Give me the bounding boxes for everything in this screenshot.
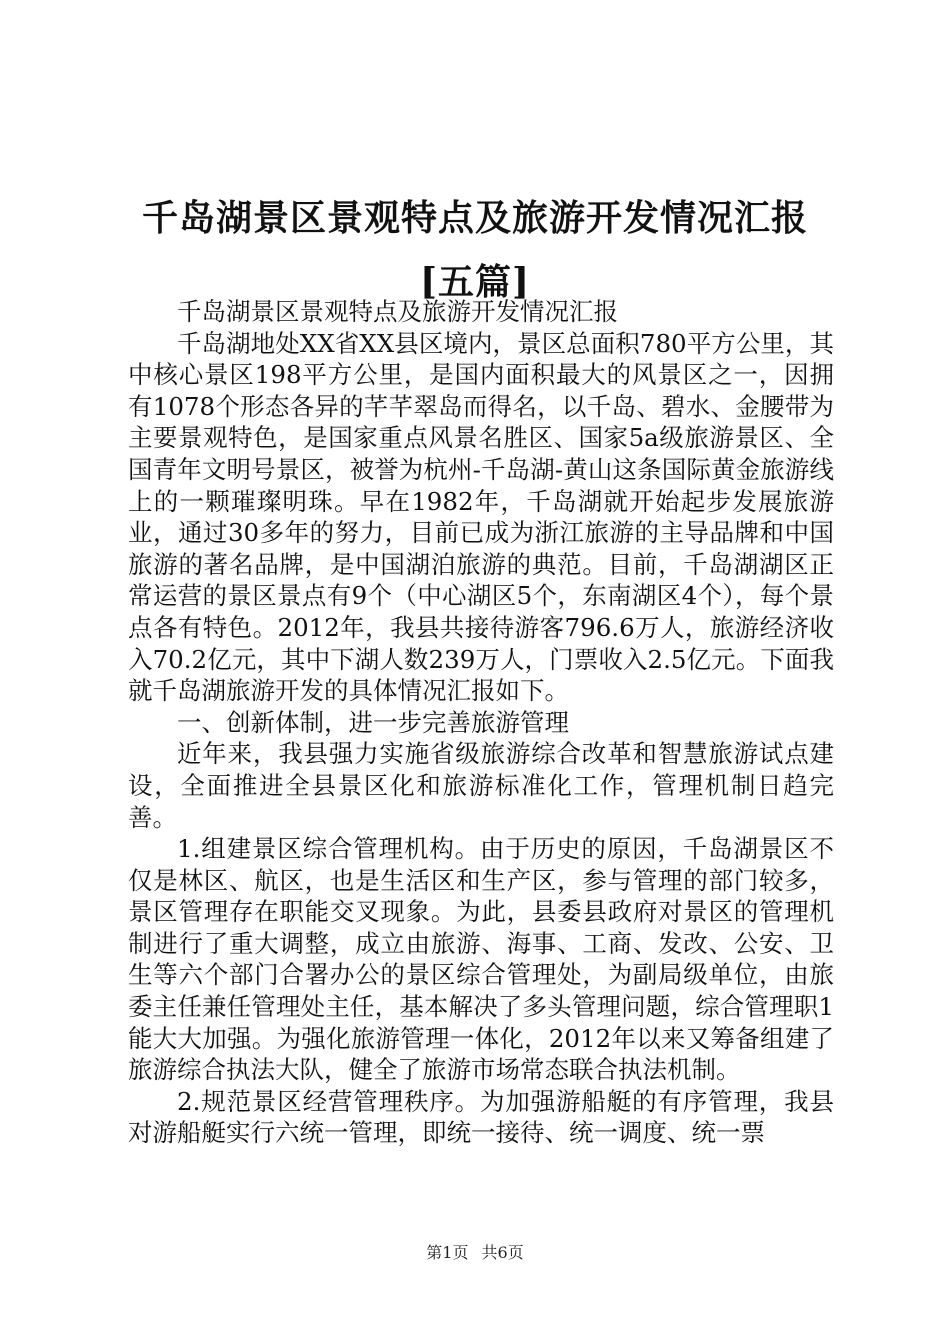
document-body bbox=[128, 296, 834, 1149]
body-paragraph: 近年来，我县强力实施省级旅游综合改革和智慧旅游试点建设，全面推进全县景区化和旅游标准化工作，管理机制日趋完善。 bbox=[128, 739, 834, 832]
body-paragraph: 2.规范景区经营管理秩序。为加强游船艇的有序管理，我县对游船艇实行六统一管理，即统一接待、统一调度、统一票 bbox=[128, 1086, 834, 1148]
intro-paragraph: 千岛湖地处XX省XX县区境内，景区总面积780平方公里，其中核心景区198平方公里，是国内面积最大的风景区之一，因拥有1078个形态各异的芊芊翠岛而得名，以千岛、碧水、金腰带为主要景观特色，是国家重点风景名胜区、国家5a级旅游景区、全国青年文明号景区，被誉为杭州-千岛湖-黄山这条国际黄金旅游线上的一颗璀璨明珠。早在1982年，千岛湖就开始起步发展旅游业，通过30多年的努力，目前已成为浙江旅游的主导品牌和中国旅游的著名品牌，是中国湖泊旅游的典范。目前，千岛湖湖区正常运营的景区景点有9个（中心湖区5个，东南湖区4个），每个景点各有特色。2012年，我县共接待游客796.6万人，旅游经济收入70.2亿元，其中下湖人数239万人，门票收入2.5亿元。下面我就千岛湖旅游开发的具体情况汇报如下。 bbox=[128, 328, 834, 706]
subtitle-paragraph: 千岛湖景区景观特点及旅游开发情况汇报 bbox=[177, 297, 618, 326]
section-heading: 一、创新体制，进一步完善旅游管理 bbox=[177, 707, 569, 737]
page-total: 共6页 bbox=[481, 1243, 524, 1262]
body-paragraph: 1.组建景区综合管理机构。由于历史的原因，千岛湖景区不仅是林区、航区，也是生活区和生产区，参与管理的部门较多，景区管理存在职能交叉现象。为此，县委县政府对景区的管理机制进行了重大调整，成立由旅游、海事、工商、发改、公安、卫生等六个部门合署办公的景区综合管理处，为副局级单位，由旅委主任兼任管理处主任，基本解决了多头管理问题，综合管理职1能大大加强。为强化旅游管理一体化，2012年以来又筹备组建了旅游综合执法大队，健全了旅游市场常态联合执法机制。 bbox=[128, 834, 834, 1085]
document-title: 千岛湖景区景观特点及旅游开发情况汇报[五篇] bbox=[141, 197, 808, 303]
page-number: 第1页 bbox=[426, 1243, 469, 1262]
page-footer bbox=[0, 1240, 950, 1263]
